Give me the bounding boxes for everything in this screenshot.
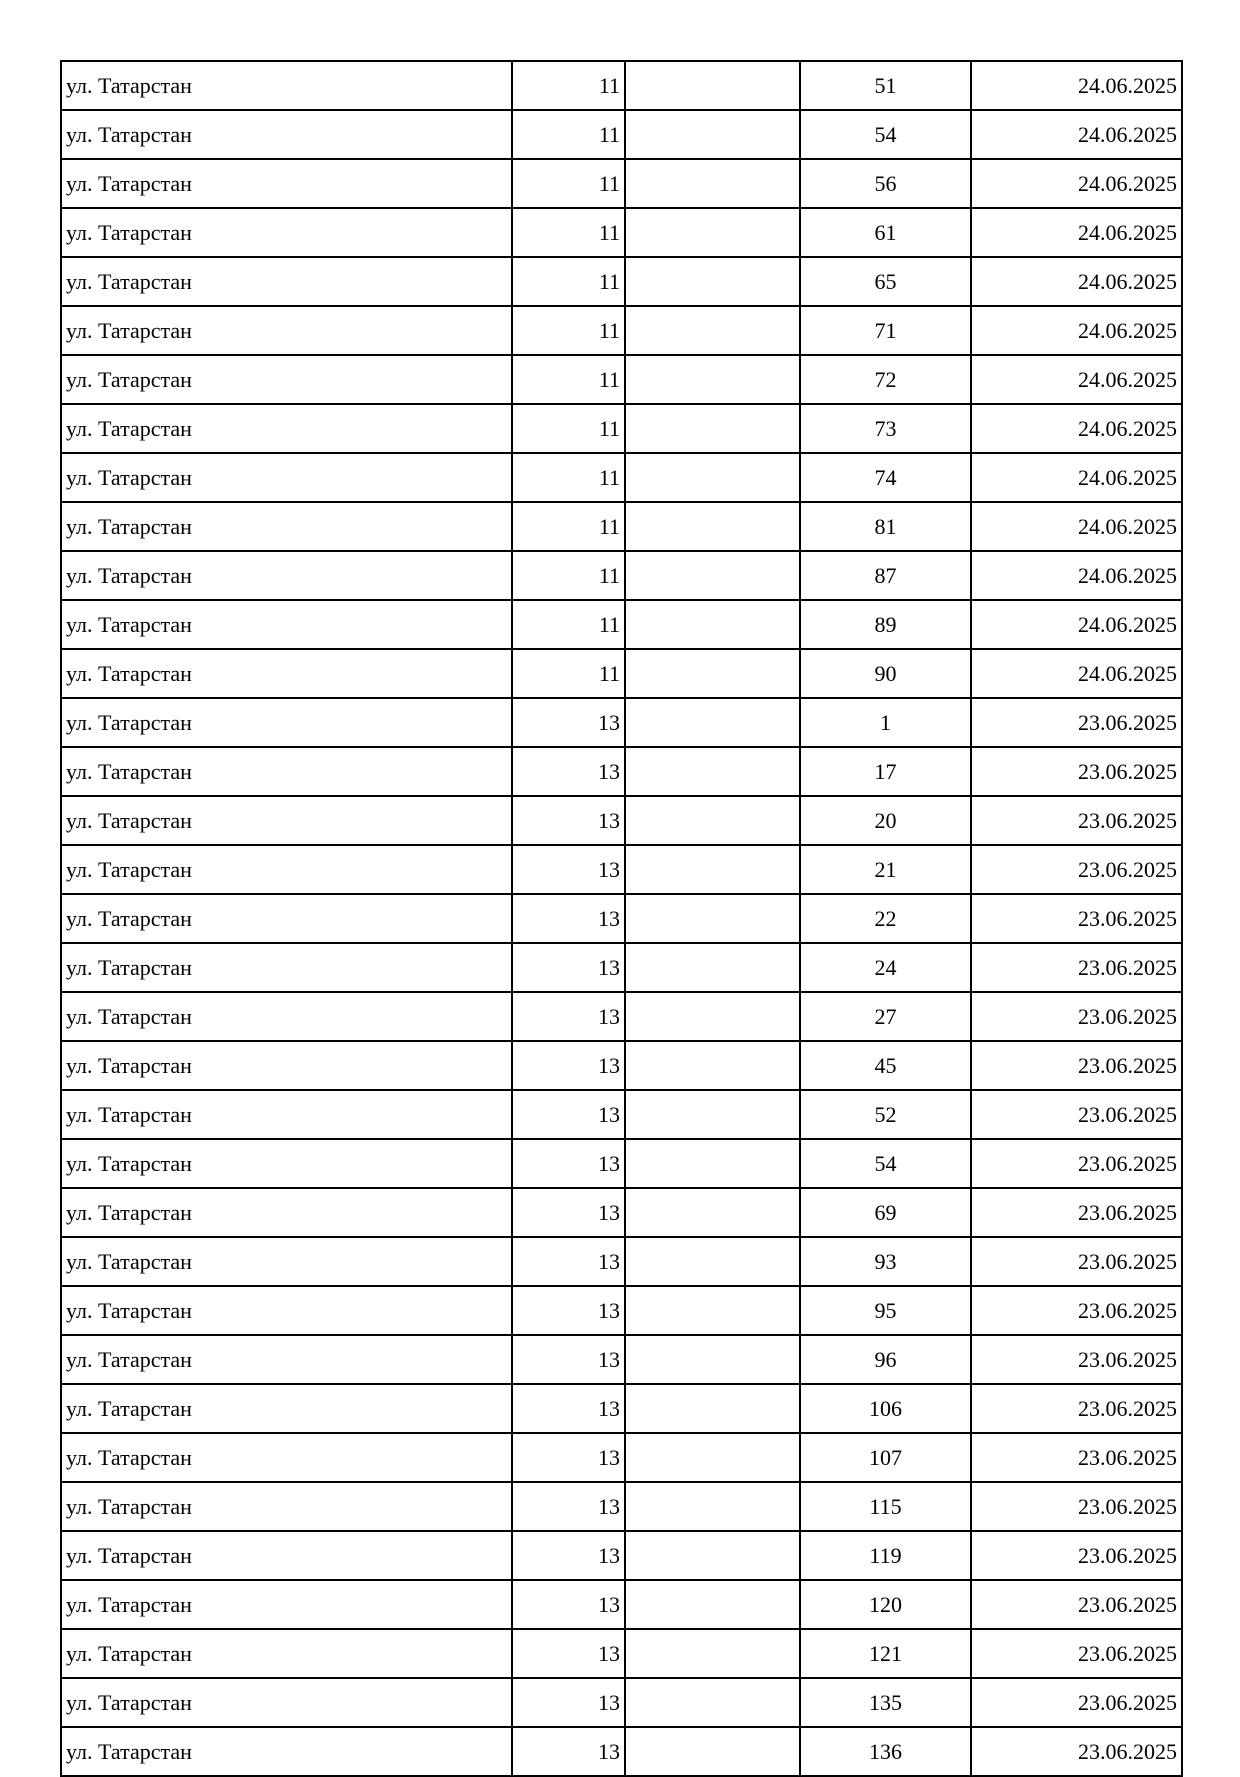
street-cell: ул. Татарстан: [61, 551, 512, 600]
street-cell: ул. Татарстан: [61, 1041, 512, 1090]
house-number-cell: 13: [512, 1678, 625, 1727]
date-cell: 24.06.2025: [971, 355, 1182, 404]
block-cell: [625, 698, 800, 747]
apartment-number-cell: 72: [800, 355, 971, 404]
block-cell: [625, 159, 800, 208]
block-cell: [625, 1090, 800, 1139]
date-cell: 24.06.2025: [971, 600, 1182, 649]
date-cell: 23.06.2025: [971, 1041, 1182, 1090]
street-cell: ул. Татарстан: [61, 1727, 512, 1776]
block-cell: [625, 943, 800, 992]
apartment-number-cell: 136: [800, 1727, 971, 1776]
apartment-number-cell: 121: [800, 1629, 971, 1678]
apartment-number-cell: 69: [800, 1188, 971, 1237]
date-cell: 23.06.2025: [971, 1286, 1182, 1335]
street-cell: ул. Татарстан: [61, 1384, 512, 1433]
street-cell: ул. Татарстан: [61, 845, 512, 894]
street-cell: ул. Татарстан: [61, 894, 512, 943]
house-number-cell: 13: [512, 1433, 625, 1482]
table-row: [61, 992, 1182, 1041]
apartment-number-cell: 107: [800, 1433, 971, 1482]
house-number-cell: 13: [512, 698, 625, 747]
apartment-number-cell: 45: [800, 1041, 971, 1090]
apartment-number-cell: 89: [800, 600, 971, 649]
block-cell: [625, 1678, 800, 1727]
apartment-number-cell: 65: [800, 257, 971, 306]
street-cell: ул. Татарстан: [61, 1482, 512, 1531]
block-cell: [625, 600, 800, 649]
block-cell: [625, 61, 800, 110]
apartment-number-cell: 51: [800, 61, 971, 110]
date-cell: 23.06.2025: [971, 1188, 1182, 1237]
street-cell: ул. Татарстан: [61, 1629, 512, 1678]
table-row: [61, 894, 1182, 943]
date-cell: 23.06.2025: [971, 1090, 1182, 1139]
date-cell: 24.06.2025: [971, 110, 1182, 159]
apartment-number-cell: 52: [800, 1090, 971, 1139]
street-cell: ул. Татарстан: [61, 1188, 512, 1237]
apartment-number-cell: 56: [800, 159, 971, 208]
block-cell: [625, 1629, 800, 1678]
block-cell: [625, 1041, 800, 1090]
table-row: [61, 306, 1182, 355]
apartment-number-cell: 21: [800, 845, 971, 894]
date-cell: 24.06.2025: [971, 404, 1182, 453]
apartment-number-cell: 22: [800, 894, 971, 943]
street-cell: ул. Татарстан: [61, 1090, 512, 1139]
house-number-cell: 13: [512, 1041, 625, 1090]
street-cell: ул. Татарстан: [61, 1139, 512, 1188]
table-row: [61, 551, 1182, 600]
street-cell: ул. Татарстан: [61, 1433, 512, 1482]
street-cell: ул. Татарстан: [61, 257, 512, 306]
table-row: [61, 61, 1182, 110]
apartment-number-cell: 1: [800, 698, 971, 747]
table-row: [61, 1041, 1182, 1090]
table-row: [61, 649, 1182, 698]
street-cell: ул. Татарстан: [61, 502, 512, 551]
street-cell: ул. Татарстан: [61, 796, 512, 845]
date-cell: 23.06.2025: [971, 1531, 1182, 1580]
house-number-cell: 13: [512, 1531, 625, 1580]
date-cell: 23.06.2025: [971, 943, 1182, 992]
block-cell: [625, 649, 800, 698]
house-number-cell: 13: [512, 1335, 625, 1384]
house-number-cell: 11: [512, 600, 625, 649]
block-cell: [625, 1727, 800, 1776]
date-cell: 23.06.2025: [971, 796, 1182, 845]
block-cell: [625, 796, 800, 845]
house-number-cell: 13: [512, 1286, 625, 1335]
apartment-number-cell: 73: [800, 404, 971, 453]
date-cell: 23.06.2025: [971, 1139, 1182, 1188]
block-cell: [625, 355, 800, 404]
date-cell: 24.06.2025: [971, 159, 1182, 208]
date-cell: 23.06.2025: [971, 1580, 1182, 1629]
table-row: [61, 159, 1182, 208]
apartment-number-cell: 93: [800, 1237, 971, 1286]
house-number-cell: 13: [512, 1384, 625, 1433]
house-number-cell: 11: [512, 404, 625, 453]
street-cell: ул. Татарстан: [61, 159, 512, 208]
house-number-cell: 11: [512, 355, 625, 404]
street-cell: ул. Татарстан: [61, 110, 512, 159]
block-cell: [625, 306, 800, 355]
table-row: [61, 1629, 1182, 1678]
block-cell: [625, 992, 800, 1041]
block-cell: [625, 1433, 800, 1482]
apartment-number-cell: 135: [800, 1678, 971, 1727]
table-row: [61, 1384, 1182, 1433]
date-cell: 23.06.2025: [971, 1335, 1182, 1384]
table-row: [61, 208, 1182, 257]
house-number-cell: 13: [512, 1580, 625, 1629]
apartment-number-cell: 27: [800, 992, 971, 1041]
house-number-cell: 13: [512, 747, 625, 796]
table-row: [61, 1237, 1182, 1286]
date-cell: 23.06.2025: [971, 747, 1182, 796]
table-row: [61, 257, 1182, 306]
table-row: [61, 453, 1182, 502]
date-cell: 23.06.2025: [971, 845, 1182, 894]
apartment-number-cell: 106: [800, 1384, 971, 1433]
apartment-number-cell: 96: [800, 1335, 971, 1384]
house-number-cell: 13: [512, 943, 625, 992]
apartment-number-cell: 71: [800, 306, 971, 355]
date-cell: 23.06.2025: [971, 1433, 1182, 1482]
block-cell: [625, 747, 800, 796]
apartment-number-cell: 20: [800, 796, 971, 845]
block-cell: [625, 453, 800, 502]
apartment-number-cell: 90: [800, 649, 971, 698]
street-cell: ул. Татарстан: [61, 992, 512, 1041]
apartment-number-cell: 115: [800, 1482, 971, 1531]
date-cell: 23.06.2025: [971, 1237, 1182, 1286]
table-row: [61, 404, 1182, 453]
street-cell: ул. Татарстан: [61, 698, 512, 747]
table-row: [61, 1580, 1182, 1629]
apartment-number-cell: 95: [800, 1286, 971, 1335]
table-row: [61, 1482, 1182, 1531]
house-number-cell: 11: [512, 61, 625, 110]
house-number-cell: 13: [512, 894, 625, 943]
house-number-cell: 11: [512, 551, 625, 600]
table-row: [61, 1433, 1182, 1482]
date-cell: 23.06.2025: [971, 894, 1182, 943]
apartment-number-cell: 74: [800, 453, 971, 502]
apartment-number-cell: 54: [800, 110, 971, 159]
table-row: [61, 747, 1182, 796]
block-cell: [625, 502, 800, 551]
table-row: [61, 1678, 1182, 1727]
street-cell: ул. Татарстан: [61, 600, 512, 649]
street-cell: ул. Татарстан: [61, 404, 512, 453]
date-cell: 23.06.2025: [971, 1629, 1182, 1678]
apartment-number-cell: 87: [800, 551, 971, 600]
table-row: [61, 1335, 1182, 1384]
date-cell: 23.06.2025: [971, 1482, 1182, 1531]
block-cell: [625, 1531, 800, 1580]
apartment-number-cell: 81: [800, 502, 971, 551]
block-cell: [625, 1286, 800, 1335]
block-cell: [625, 551, 800, 600]
house-number-cell: 13: [512, 1090, 625, 1139]
date-cell: 23.06.2025: [971, 1727, 1182, 1776]
block-cell: [625, 404, 800, 453]
table-row: [61, 943, 1182, 992]
street-cell: ул. Татарстан: [61, 306, 512, 355]
table-row: [61, 796, 1182, 845]
table-row: [61, 698, 1182, 747]
street-cell: ул. Татарстан: [61, 1580, 512, 1629]
apartment-number-cell: 120: [800, 1580, 971, 1629]
block-cell: [625, 1384, 800, 1433]
apartment-number-cell: 119: [800, 1531, 971, 1580]
date-cell: 23.06.2025: [971, 992, 1182, 1041]
block-cell: [625, 1482, 800, 1531]
apartment-number-cell: 17: [800, 747, 971, 796]
date-cell: 24.06.2025: [971, 306, 1182, 355]
house-number-cell: 13: [512, 1139, 625, 1188]
address-table: [60, 60, 1183, 1777]
table-row: [61, 110, 1182, 159]
date-cell: 24.06.2025: [971, 502, 1182, 551]
house-number-cell: 13: [512, 796, 625, 845]
table-row: [61, 600, 1182, 649]
house-number-cell: 11: [512, 502, 625, 551]
house-number-cell: 13: [512, 845, 625, 894]
block-cell: [625, 1139, 800, 1188]
table-row: [61, 1286, 1182, 1335]
date-cell: 24.06.2025: [971, 257, 1182, 306]
apartment-number-cell: 61: [800, 208, 971, 257]
house-number-cell: 13: [512, 1727, 625, 1776]
block-cell: [625, 208, 800, 257]
house-number-cell: 11: [512, 306, 625, 355]
apartment-number-cell: 24: [800, 943, 971, 992]
street-cell: ул. Татарстан: [61, 1286, 512, 1335]
house-number-cell: 11: [512, 208, 625, 257]
block-cell: [625, 1580, 800, 1629]
table-row: [61, 1727, 1182, 1776]
house-number-cell: 11: [512, 110, 625, 159]
house-number-cell: 13: [512, 1188, 625, 1237]
table-row: [61, 845, 1182, 894]
table-body: [61, 61, 1182, 1776]
street-cell: ул. Татарстан: [61, 355, 512, 404]
street-cell: ул. Татарстан: [61, 1335, 512, 1384]
table-row: [61, 1531, 1182, 1580]
block-cell: [625, 110, 800, 159]
date-cell: 23.06.2025: [971, 698, 1182, 747]
table-row: [61, 502, 1182, 551]
house-number-cell: 13: [512, 1629, 625, 1678]
street-cell: ул. Татарстан: [61, 943, 512, 992]
date-cell: 24.06.2025: [971, 453, 1182, 502]
block-cell: [625, 1237, 800, 1286]
house-number-cell: 11: [512, 257, 625, 306]
street-cell: ул. Татарстан: [61, 747, 512, 796]
date-cell: 24.06.2025: [971, 649, 1182, 698]
table-row: [61, 1188, 1182, 1237]
date-cell: 23.06.2025: [971, 1678, 1182, 1727]
street-cell: ул. Татарстан: [61, 1237, 512, 1286]
table-row: [61, 1139, 1182, 1188]
house-number-cell: 11: [512, 649, 625, 698]
block-cell: [625, 257, 800, 306]
street-cell: ул. Татарстан: [61, 1678, 512, 1727]
street-cell: ул. Татарстан: [61, 649, 512, 698]
house-number-cell: 13: [512, 1237, 625, 1286]
block-cell: [625, 894, 800, 943]
date-cell: 23.06.2025: [971, 1384, 1182, 1433]
street-cell: ул. Татарстан: [61, 453, 512, 502]
date-cell: 24.06.2025: [971, 61, 1182, 110]
date-cell: 24.06.2025: [971, 208, 1182, 257]
block-cell: [625, 1188, 800, 1237]
block-cell: [625, 845, 800, 894]
street-cell: ул. Татарстан: [61, 1531, 512, 1580]
house-number-cell: 13: [512, 1482, 625, 1531]
street-cell: ул. Татарстан: [61, 61, 512, 110]
street-cell: ул. Татарстан: [61, 208, 512, 257]
table-row: [61, 355, 1182, 404]
date-cell: 24.06.2025: [971, 551, 1182, 600]
house-number-cell: 11: [512, 453, 625, 502]
house-number-cell: 13: [512, 992, 625, 1041]
house-number-cell: 11: [512, 159, 625, 208]
table-row: [61, 1090, 1182, 1139]
block-cell: [625, 1335, 800, 1384]
apartment-number-cell: 54: [800, 1139, 971, 1188]
